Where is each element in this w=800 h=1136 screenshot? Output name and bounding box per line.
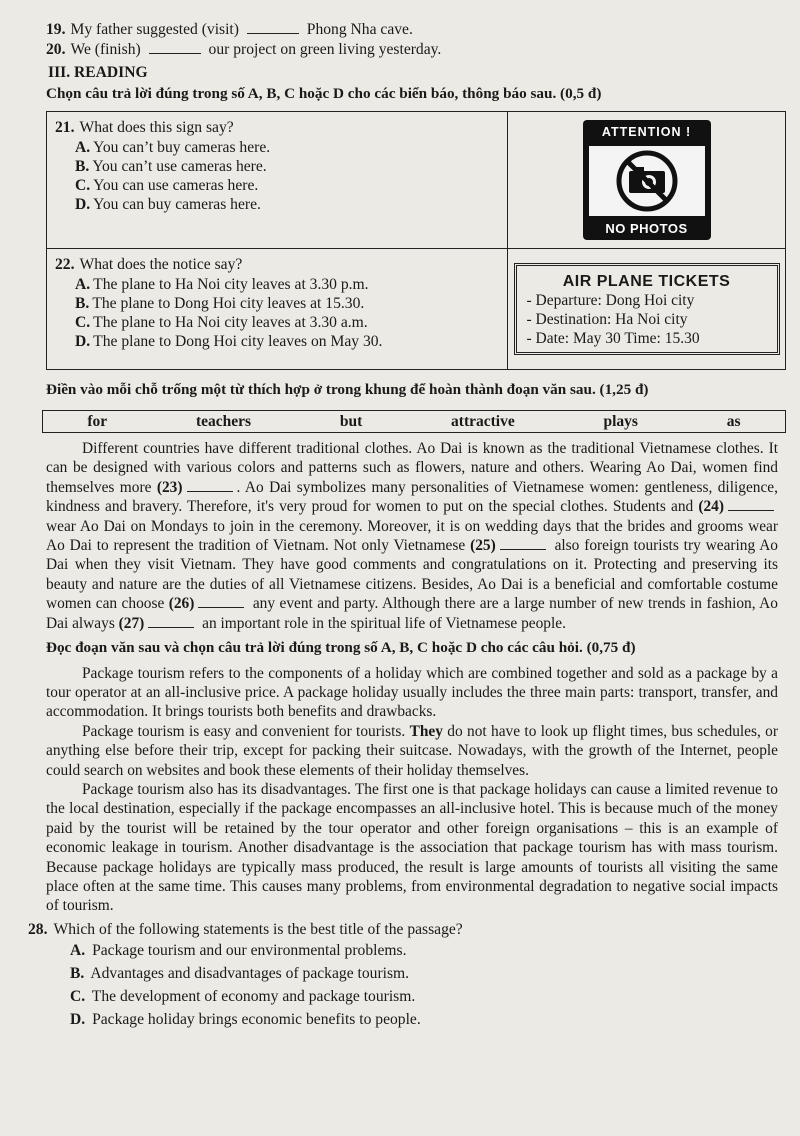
- question-number: 28.: [28, 920, 48, 938]
- option-a: A. You can’t buy cameras here.: [75, 138, 271, 156]
- blank-number: (27): [118, 614, 145, 632]
- answer-blank: [247, 20, 299, 34]
- ticket-departure: - Departure: Dong Hoi city: [526, 292, 695, 309]
- question-19: [46, 20, 778, 40]
- question-text: We (finish): [70, 40, 141, 58]
- option-d: D. Package holiday brings economic benefits to people.: [70, 1011, 421, 1029]
- question-number: 21.: [55, 119, 75, 136]
- blank-number: (26): [168, 595, 195, 613]
- highlighted-word: They: [409, 722, 443, 740]
- option-b: B. Advantages and disadvantages of package tourism.: [70, 965, 410, 983]
- instruction-signs: Chọn câu trả lời đúng trong số A, B, C hoặc D cho các biển báo, thông báo sau. (0,5 đ): [46, 84, 602, 102]
- word-option: for: [87, 412, 108, 430]
- question-text: What does this sign say?: [79, 119, 234, 136]
- question-number: 20.: [46, 40, 66, 58]
- ticket-date-time: - Date: May 30 Time: 15.30: [526, 330, 700, 347]
- question-number: 19.: [46, 21, 66, 38]
- answer-blank: [728, 497, 774, 511]
- ticket-cell: [508, 249, 786, 370]
- no-camera-icon: [589, 146, 705, 216]
- blank-number: (24): [698, 498, 724, 516]
- passage-paragraph-2: Package tourism is easy and convenient for tourists. They do not have to look up flight times, bus schedules, or anything else before their trip, except for packing their suitcase. Nowadays, with the growth of the Internet, people could search on websites and book these elements of their holiday themselves.: [46, 722, 778, 779]
- question-22: [47, 249, 508, 370]
- passage-paragraph-1: Package tourism refers to the components of a holiday which are combined together and sold as a package by a tour operator at an all-inclusive price. A package holiday usually includes the three main parts: transport, transfer, and accommodation. It brings tourists both benefits and drawbacks.: [46, 664, 778, 721]
- blank-number: (25): [470, 537, 496, 555]
- word-option: teachers: [195, 412, 252, 430]
- signs-table: [46, 111, 786, 370]
- question-28: [28, 920, 778, 1032]
- passage-paragraph-3: Package tourism also has its disadvantages. The first one is that package holidays can cause a limited revenue to the local destination, especially if the package encompasses an all-inclusive hotel. This is because much of the money paid by the tourist will be retained by the tour operator and other foreign organisations – this is an example of economic leakage in tourism. Another disadvantage is the association that package tourism has with mass tourism. Because package holidays are typically mass produced, the result is large amounts of tourists all visiting the same place often at the same time. This causes many problems, from environmental degradation to negative social impacts of tourism.: [46, 781, 778, 915]
- word-box: [42, 410, 786, 434]
- question-21: [47, 112, 508, 249]
- option-b: B. You can’t use cameras here.: [75, 157, 267, 175]
- answer-blank: [187, 478, 233, 492]
- option-a: A. The plane to Ha Noi city leaves at 3.30 p.m.: [75, 275, 369, 293]
- question-number: 22.: [55, 256, 75, 273]
- blank-number: (23): [156, 478, 183, 496]
- question-text: Phong Nha cave.: [306, 21, 413, 38]
- question-text: our project on green living yesterday.: [208, 40, 442, 58]
- answer-blank: [148, 614, 194, 628]
- ticket-title: AIR PLANE TICKETS: [562, 273, 731, 290]
- answer-blank: [500, 536, 546, 550]
- instruction-reading: Đọc đoạn văn sau và chọn câu trả lời đúng trong số A, B, C hoặc D cho các câu hỏi. (0,75 đ): [46, 639, 636, 657]
- question-text: What does the notice say?: [79, 256, 243, 273]
- section-title: III. READING: [48, 64, 148, 81]
- sign-bottom-text: NO PHOTOS: [605, 220, 688, 236]
- option-c: C. You can use cameras here.: [75, 176, 259, 194]
- question-20: [46, 40, 778, 60]
- option-d: D. The plane to Dong Hoi city leaves on May 30.: [75, 332, 383, 350]
- option-b: B. The plane to Dong Hoi city leaves at 15.30.: [75, 294, 365, 312]
- answer-blank: [198, 594, 244, 608]
- instruction-cloze: Điền vào mỗi chỗ trống một từ thích hợp ở trong khung để hoàn thành đoạn văn sau. (1,25 đ): [46, 381, 649, 398]
- sign-cell: [508, 112, 786, 249]
- question-text: Which of the following statements is the best title of the passage?: [53, 920, 463, 938]
- ticket-destination: - Destination: Ha Noi city: [526, 311, 688, 328]
- option-c: C. The development of economy and package tourism.: [70, 988, 416, 1006]
- question-text: My father suggested (visit): [70, 21, 239, 38]
- option-c: C. The plane to Ha Noi city leaves at 3.30 a.m.: [75, 313, 368, 331]
- word-option: as: [726, 412, 741, 430]
- word-option: but: [339, 412, 363, 430]
- option-d: D. You can buy cameras here.: [75, 195, 261, 213]
- option-a: A. Package tourism and our environmental problems.: [70, 942, 407, 960]
- word-option: attractive: [451, 412, 515, 430]
- sign-top-text: ATTENTION !: [601, 125, 692, 139]
- cloze-paragraph: Different countries have different traditional clothes. Ao Dai is known as the traditional Vietnamese clothes. It can be designed with various colors and patterns such as flowers, nature and others. Wearing Ao Dai, women find themselves more (23) . Ao Dai symbolizes many personalities of Vietnamese women: gentleness, diligence, kindness and bravery. Therefore, it's very proud for women to put on the special clothes. Students and (24) wear Ao Dai on Mondays to join in the ceremony. Moreover, it is on wedding days that the brides and grooms wear Ao Dai to represent the tradition of Vietnam. Not only Vietnamese (25) also foreign tourists try wearing Ao Dai when they visit Vietnam. They have good comments and congratulations on it. Protecting and preserving its beauty and nature are the duties of all Vietnamese citizens. Besides, Ao Dai is a beneficial and comfortable costume women can choose (26) any event and party. Although there are a large number of new trends in fashion, Ao Dai always (27) an important role in the spiritual life of Vietnamese people.: [46, 440, 778, 632]
- no-photos-sign: [583, 120, 711, 240]
- air-ticket-notice: [514, 263, 780, 355]
- answer-blank: [149, 40, 201, 54]
- word-option: plays: [603, 412, 638, 430]
